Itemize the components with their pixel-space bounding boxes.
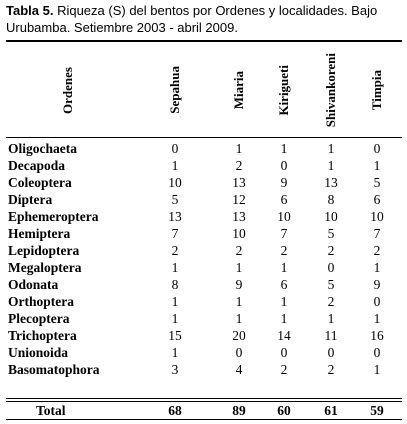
- cell-timpia: 0: [373, 141, 381, 156]
- cell-sepahua: 2: [171, 243, 179, 258]
- table-row: [6, 344, 402, 361]
- top-rule: [6, 40, 402, 42]
- header-timpia: Timpia: [369, 69, 384, 111]
- table-row: [6, 191, 402, 208]
- table-row: [6, 361, 402, 378]
- cell-timpia: 1: [373, 311, 381, 326]
- cell-sepahua: 8: [171, 277, 179, 292]
- total-sepahua: 68: [168, 403, 182, 418]
- total-shivankoreni: 61: [324, 403, 338, 418]
- header-miaria: Miaria: [231, 70, 246, 110]
- order-name: Basomatophora: [8, 362, 100, 377]
- cell-kirigueti: 6: [280, 192, 288, 207]
- cell-timpia: 10: [370, 209, 384, 224]
- table-row: [6, 259, 402, 276]
- cell-kirigueti: 1: [280, 311, 288, 326]
- cell-miaria: 4: [235, 362, 243, 377]
- order-name: Ephemeroptera: [8, 209, 99, 224]
- cell-shivankoreni: 1: [327, 141, 335, 156]
- cell-shivankoreni: 2: [327, 294, 335, 309]
- total-timpia: 59: [370, 403, 384, 418]
- order-name: Unionoida: [8, 345, 69, 360]
- cell-kirigueti: 9: [280, 175, 288, 190]
- cell-sepahua: 1: [171, 345, 179, 360]
- cell-miaria: 13: [232, 209, 246, 224]
- order-name: Hemiptera: [8, 226, 71, 241]
- table-row: [6, 174, 402, 191]
- table-row: [6, 157, 402, 174]
- cell-kirigueti: 0: [280, 345, 288, 360]
- cell-miaria: 1: [235, 141, 243, 156]
- cell-miaria: 9: [235, 277, 243, 292]
- table-row: [6, 293, 402, 310]
- cell-sepahua: 1: [171, 311, 179, 326]
- cell-kirigueti: 1: [280, 260, 288, 275]
- cell-timpia: 9: [373, 277, 381, 292]
- cell-timpia: 0: [373, 345, 381, 360]
- cell-shivankoreni: 8: [327, 192, 335, 207]
- cell-shivankoreni: 0: [327, 345, 335, 360]
- cell-sepahua: 5: [171, 192, 179, 207]
- caption-label: Tabla 5.: [6, 3, 54, 18]
- order-name: Odonata: [8, 277, 59, 292]
- cell-miaria: 0: [235, 345, 243, 360]
- header-kirigueti: Kirigueti: [276, 64, 291, 116]
- cell-timpia: 1: [373, 362, 381, 377]
- cell-kirigueti: 0: [280, 158, 288, 173]
- cell-kirigueti: 14: [277, 328, 291, 343]
- cell-miaria: 1: [235, 294, 243, 309]
- table-caption: [6, 2, 402, 36]
- cell-timpia: 0: [373, 294, 381, 309]
- cell-miaria: 1: [235, 260, 243, 275]
- header-sepahua: Sepahua: [167, 66, 182, 114]
- cell-kirigueti: 2: [280, 243, 288, 258]
- table-row: [6, 225, 402, 242]
- cell-shivankoreni: 5: [327, 226, 335, 241]
- cell-shivankoreni: 2: [327, 243, 335, 258]
- table-row: [6, 242, 402, 259]
- header-shivankoreni: Shivankoreni: [323, 52, 338, 128]
- order-name: Orthoptera: [8, 294, 74, 309]
- cell-kirigueti: 1: [280, 141, 288, 156]
- table-row: [6, 327, 402, 344]
- cell-kirigueti: 2: [280, 362, 288, 377]
- cell-kirigueti: 6: [280, 277, 288, 292]
- cell-miaria: 20: [232, 328, 246, 343]
- caption-text: Riqueza (S) del bentos por Ordenes y localidades. Bajo Urubamba. Setiembre 2003 - abril 2009.: [6, 3, 378, 35]
- table-body: [6, 140, 402, 378]
- total-kirigueti: 60: [277, 403, 291, 418]
- cell-shivankoreni: 5: [327, 277, 335, 292]
- cell-sepahua: 7: [171, 226, 179, 241]
- total-rule-1: [6, 398, 402, 399]
- cell-timpia: 7: [373, 226, 381, 241]
- header-ordenes: Ordenes: [60, 66, 75, 114]
- cell-shivankoreni: 2: [327, 362, 335, 377]
- cell-miaria: 2: [235, 243, 243, 258]
- cell-shivankoreni: 11: [324, 328, 338, 343]
- order-name: Trichoptera: [8, 328, 77, 343]
- header-rule: [6, 137, 402, 138]
- total-row: [6, 402, 402, 419]
- cell-kirigueti: 10: [277, 209, 291, 224]
- order-name: Coleoptera: [8, 175, 72, 190]
- order-name: Lepidoptera: [8, 243, 80, 258]
- cell-shivankoreni: 1: [327, 311, 335, 326]
- total-label: Total: [36, 403, 66, 418]
- cell-kirigueti: 7: [280, 226, 288, 241]
- order-name: Decapoda: [8, 158, 65, 173]
- cell-shivankoreni: 0: [327, 260, 335, 275]
- bottom-rule: [6, 419, 402, 420]
- table-row: [6, 310, 402, 327]
- cell-timpia: 2: [373, 243, 381, 258]
- order-name: Megaloptera: [8, 260, 82, 275]
- table-row: [6, 276, 402, 293]
- cell-timpia: 16: [370, 328, 384, 343]
- order-name: Plecoptera: [8, 311, 70, 326]
- cell-sepahua: 1: [171, 158, 179, 173]
- cell-miaria: 10: [232, 226, 246, 241]
- cell-shivankoreni: 1: [327, 158, 335, 173]
- cell-miaria: 2: [235, 158, 243, 173]
- cell-sepahua: 1: [171, 294, 179, 309]
- table-row: [6, 208, 402, 225]
- order-name: Diptera: [8, 192, 53, 207]
- cell-sepahua: 1: [171, 260, 179, 275]
- order-name: Oligochaeta: [8, 141, 77, 156]
- cell-timpia: 1: [373, 260, 381, 275]
- cell-sepahua: 0: [171, 141, 179, 156]
- cell-miaria: 13: [232, 175, 246, 190]
- cell-timpia: 1: [373, 158, 381, 173]
- table-row: [6, 140, 402, 157]
- cell-timpia: 5: [373, 175, 381, 190]
- cell-shivankoreni: 13: [324, 175, 338, 190]
- cell-timpia: 6: [373, 192, 381, 207]
- cell-sepahua: 3: [171, 362, 179, 377]
- cell-sepahua: 13: [168, 209, 182, 224]
- cell-miaria: 1: [235, 311, 243, 326]
- cell-sepahua: 15: [168, 328, 182, 343]
- cell-sepahua: 10: [168, 175, 182, 190]
- cell-kirigueti: 1: [280, 294, 288, 309]
- cell-miaria: 12: [232, 192, 246, 207]
- total-miaria: 89: [232, 403, 246, 418]
- cell-shivankoreni: 10: [324, 209, 338, 224]
